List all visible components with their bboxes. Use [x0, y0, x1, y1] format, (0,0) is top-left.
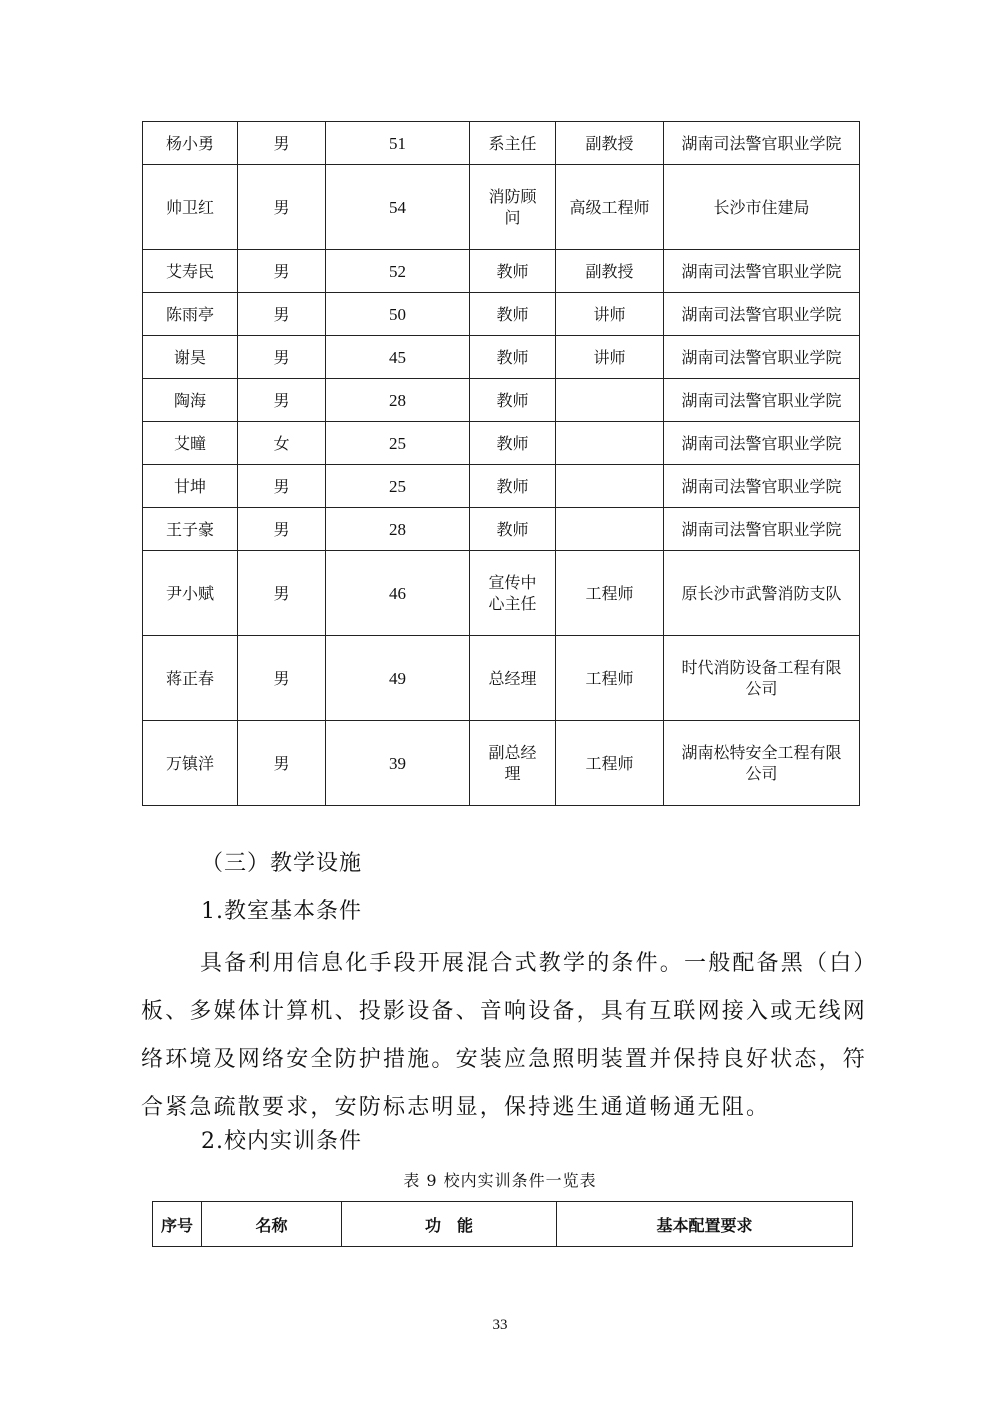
role-line: 总经理 — [488, 668, 537, 688]
cell-gender: 男 — [238, 293, 326, 336]
cell-title: 工程师 — [556, 636, 664, 721]
cell-org — [664, 165, 860, 250]
staff-row — [143, 721, 860, 806]
org-line: 湖南司法警官职业学院 — [681, 519, 842, 539]
cell-title — [556, 379, 664, 422]
cell-age: 50 — [326, 293, 470, 336]
org-line: 湖南司法警官职业学院 — [681, 261, 842, 281]
cell-role — [470, 165, 556, 250]
staff-row — [143, 508, 860, 551]
cell-gender: 男 — [238, 551, 326, 636]
cell-age: 52 — [326, 250, 470, 293]
role-line: 教师 — [496, 304, 529, 324]
staff-table — [142, 121, 860, 806]
cell-org — [664, 250, 860, 293]
org-line: 长沙市住建局 — [713, 197, 810, 217]
staff-row — [143, 465, 860, 508]
cell-gender: 男 — [238, 379, 326, 422]
cell-title: 讲师 — [556, 336, 664, 379]
table-caption: 表 9 校内实训条件一览表 — [403, 1171, 597, 1190]
cell-role — [470, 293, 556, 336]
cell-name: 陶海 — [143, 379, 238, 422]
cell-title: 工程师 — [556, 551, 664, 636]
cell-age: 25 — [326, 422, 470, 465]
cell-title: 副教授 — [556, 122, 664, 165]
cell-age: 39 — [326, 721, 470, 806]
cell-name: 帅卫红 — [143, 165, 238, 250]
cell-age: 54 — [326, 165, 470, 250]
section-heading: （三）教学设施 — [201, 851, 363, 876]
cell-org — [664, 508, 860, 551]
cell-org — [664, 721, 860, 806]
role-line: 教师 — [496, 519, 529, 539]
org-line: 湖南司法警官职业学院 — [681, 133, 842, 153]
cell-title — [556, 508, 664, 551]
cell-role — [470, 122, 556, 165]
cell-age: 28 — [326, 379, 470, 422]
cell-role — [470, 551, 556, 636]
cell-role — [470, 336, 556, 379]
cell-org — [664, 636, 860, 721]
cell-age: 45 — [326, 336, 470, 379]
cell-gender: 女 — [238, 422, 326, 465]
header-function: 功 能 — [342, 1202, 557, 1247]
org-line: 时代消防设备工程有限 — [681, 658, 842, 677]
header-requirements: 基本配置要求 — [557, 1202, 853, 1247]
staff-row — [143, 379, 860, 422]
cell-gender: 男 — [238, 250, 326, 293]
cell-role — [470, 250, 556, 293]
cell-org — [664, 336, 860, 379]
subheading-classroom: 1.教室基本条件 — [201, 899, 362, 924]
staff-row — [143, 122, 860, 165]
cell-name: 陈雨亭 — [143, 293, 238, 336]
role-line: 教师 — [496, 476, 529, 496]
cell-age: 25 — [326, 465, 470, 508]
cell-role — [470, 422, 556, 465]
org-line: 湖南司法警官职业学院 — [681, 433, 842, 453]
cell-role — [470, 465, 556, 508]
cell-title: 副教授 — [556, 250, 664, 293]
cell-name: 万镇洋 — [143, 721, 238, 806]
cell-name: 艾寿民 — [143, 250, 238, 293]
staff-row — [143, 293, 860, 336]
cell-role — [470, 379, 556, 422]
staff-table-body — [143, 122, 860, 806]
cell-org — [664, 293, 860, 336]
cell-title: 讲师 — [556, 293, 664, 336]
staff-row — [143, 165, 860, 250]
cell-age: 28 — [326, 508, 470, 551]
staff-row — [143, 551, 860, 636]
role-line: 理 — [504, 764, 521, 783]
cell-gender: 男 — [238, 465, 326, 508]
role-line: 副总经 — [488, 743, 537, 762]
cell-title: 高级工程师 — [556, 165, 664, 250]
header-index: 序号 — [153, 1202, 202, 1247]
cell-gender: 男 — [238, 165, 326, 250]
cell-gender: 男 — [238, 122, 326, 165]
staff-row — [143, 250, 860, 293]
cell-gender: 男 — [238, 508, 326, 551]
staff-row — [143, 636, 860, 721]
org-line: 公司 — [745, 679, 778, 698]
cell-org — [664, 379, 860, 422]
facility-table — [152, 1201, 853, 1247]
cell-gender: 男 — [238, 336, 326, 379]
cell-org — [664, 122, 860, 165]
cell-org — [664, 465, 860, 508]
role-line: 教师 — [496, 390, 529, 410]
cell-role — [470, 636, 556, 721]
org-line: 湖南松特安全工程有限 — [681, 743, 842, 762]
role-line: 系主任 — [488, 133, 537, 153]
cell-org — [664, 422, 860, 465]
role-line: 教师 — [496, 433, 529, 453]
cell-name: 蒋正春 — [143, 636, 238, 721]
staff-row — [143, 336, 860, 379]
page-number: 33 — [492, 1317, 508, 1333]
org-line: 湖南司法警官职业学院 — [681, 476, 842, 496]
org-line: 湖南司法警官职业学院 — [681, 390, 842, 410]
role-line: 心主任 — [488, 594, 537, 613]
cell-age: 49 — [326, 636, 470, 721]
org-line: 湖南司法警官职业学院 — [681, 347, 842, 367]
cell-title: 工程师 — [556, 721, 664, 806]
cell-role — [470, 721, 556, 806]
staff-row — [143, 422, 860, 465]
org-line: 湖南司法警官职业学院 — [681, 304, 842, 324]
facility-header-row — [153, 1202, 853, 1247]
cell-name: 谢昊 — [143, 336, 238, 379]
cell-name: 甘坤 — [143, 465, 238, 508]
cell-role — [470, 508, 556, 551]
role-line: 教师 — [496, 261, 529, 281]
cell-name: 艾曈 — [143, 422, 238, 465]
cell-age: 51 — [326, 122, 470, 165]
role-line: 问 — [504, 208, 521, 227]
role-line: 宣传中 — [488, 573, 537, 592]
role-line: 消防顾 — [488, 187, 537, 206]
cell-name: 杨小勇 — [143, 122, 238, 165]
cell-name: 王子豪 — [143, 508, 238, 551]
cell-org — [664, 551, 860, 636]
header-name: 名称 — [202, 1202, 342, 1247]
org-line: 公司 — [745, 764, 778, 783]
cell-title — [556, 422, 664, 465]
role-line: 教师 — [496, 347, 529, 367]
cell-title — [556, 465, 664, 508]
subheading-training: 2.校内实训条件 — [201, 1129, 362, 1154]
cell-gender: 男 — [238, 636, 326, 721]
paragraph-classroom-conditions: 具备利用信息化手段开展混合式教学的条件。一般配备黑（白）板、多媒体计算机、投影设备、音响设备，具有互联网接入或无线网络环境及网络安全防护措施。安装应急照明装置并保持良好状态，符合紧急疏散要求，安防标志明显，保持逃生通道畅通无阻。 — [141, 951, 868, 1120]
org-line: 原长沙市武警消防支队 — [681, 583, 842, 603]
cell-name: 尹小赋 — [143, 551, 238, 636]
cell-age: 46 — [326, 551, 470, 636]
cell-gender: 男 — [238, 721, 326, 806]
